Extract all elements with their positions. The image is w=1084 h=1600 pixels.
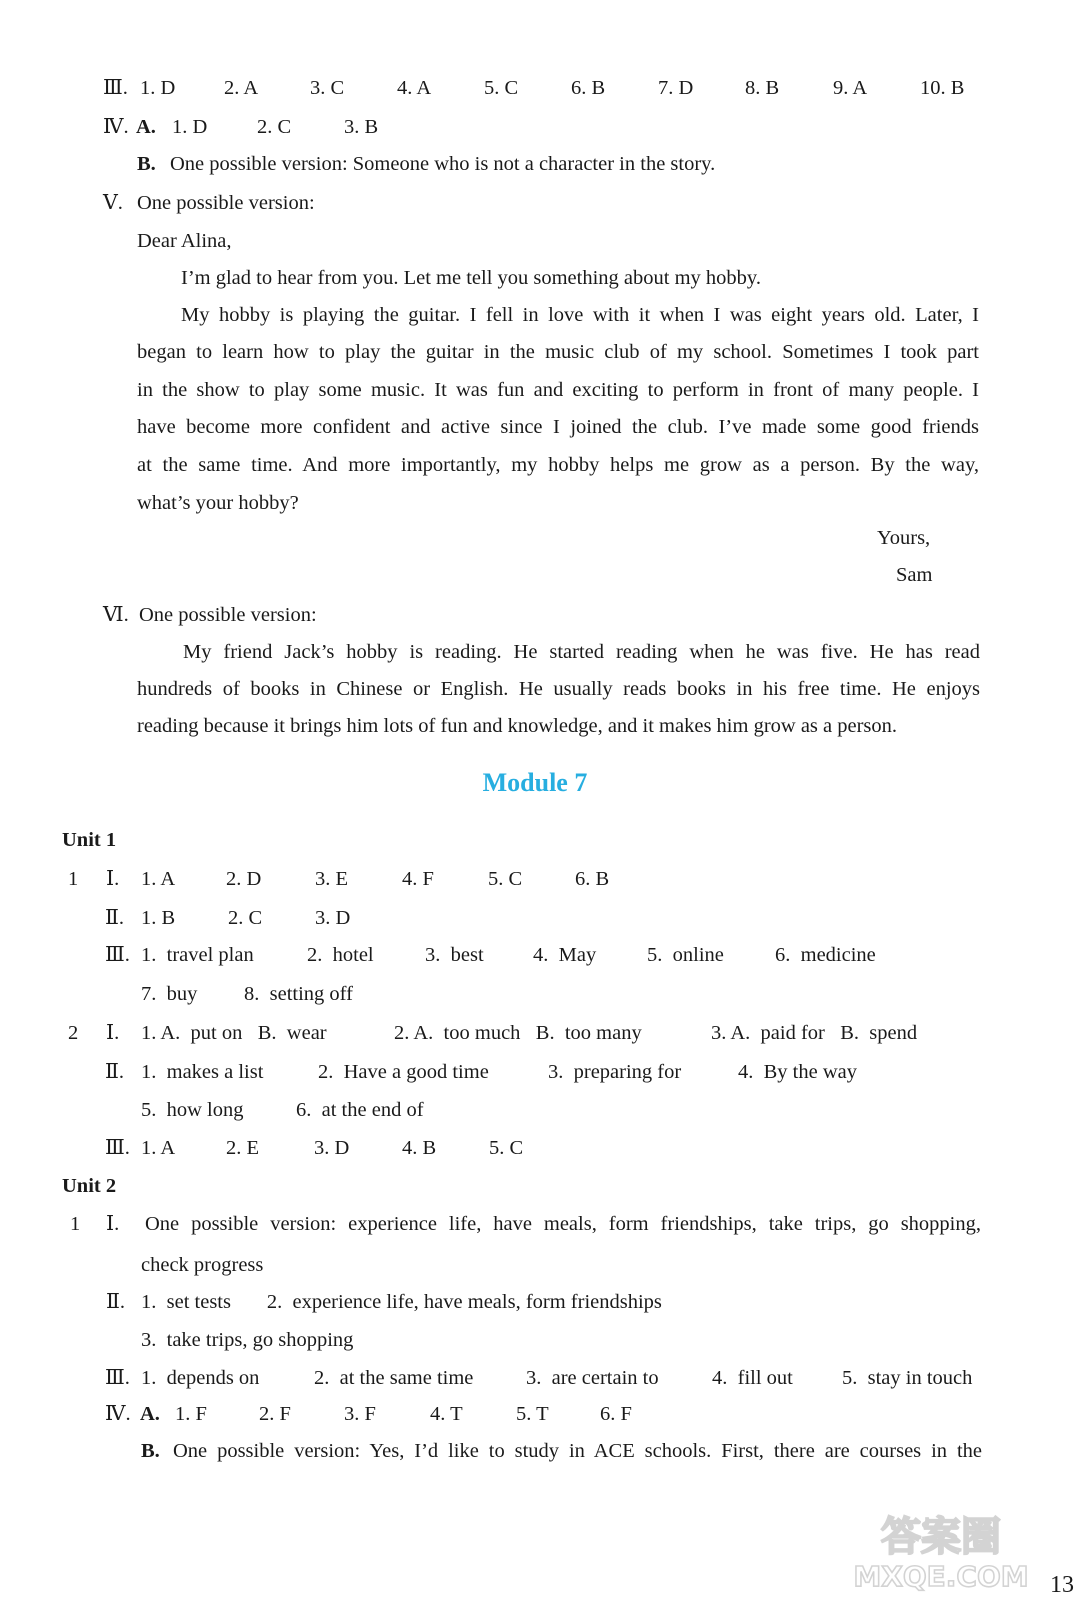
answer: 6. at the end of [296,1099,424,1121]
answer-text: check progress [141,1254,264,1276]
answer: 2. C [228,907,263,929]
part-number: 1 [70,1213,81,1235]
answer: 3. B [344,116,379,138]
answer: 8. setting off [244,983,353,1005]
part-label: B. [137,153,156,175]
answer: 5. T [516,1403,549,1425]
paragraph-line: My friend Jack’s hobby is reading. He started reading when he was five. He has read [183,641,980,663]
section-numeral: Ⅳ. [103,116,129,138]
unit-title: Unit 2 [62,1175,117,1197]
section-numeral: Ⅵ. [103,604,129,626]
section-numeral: Ⅱ. [105,907,125,929]
section-numeral: Ⅰ. [106,1213,120,1235]
answer: 2. C [257,116,292,138]
svg-text:答案圈: 答案圈 [881,1514,1001,1560]
answer: 4. F [402,868,434,890]
answer-text: 3. take trips, go shopping [141,1329,354,1351]
answer: 3. F [344,1403,376,1425]
section-numeral: Ⅳ. [105,1403,131,1425]
part-label: B. [141,1440,160,1462]
answer: 2. hotel [307,944,374,966]
answer: 6. F [600,1403,632,1425]
answer: 1. makes a list [141,1061,264,1083]
answer-text: One possible version: Someone who is not a character in the story. [170,153,716,175]
answer: 5. how long [141,1099,244,1121]
answer: 2. F [259,1403,291,1425]
answer: 3. preparing for [548,1061,682,1083]
answer: 3. E [315,868,349,890]
answer: 4. A [397,77,432,99]
answer: 1. F [175,1403,207,1425]
answer: 1. B [141,907,176,929]
letter-signature: Sam [896,564,933,586]
page-number: 13 [1050,1572,1074,1598]
answer: 5. C [484,77,519,99]
module-title: Module 7 [482,768,588,797]
letter-greeting: Dear Alina, [137,230,232,252]
answer: 9. A [833,77,868,99]
letter-line: in the show to play some music. It was fun and exciting to perform in front of many people. I [137,379,979,401]
paragraph-line: reading because it brings him lots of fun and knowledge, and it makes him grow as a person. [137,715,898,737]
answer: 1. travel plan [141,944,254,966]
part-label: A. [140,1403,160,1425]
letter-closing: Yours, [877,527,931,549]
answer: 4. B [402,1137,437,1159]
answer: 4. May [533,944,597,966]
answer: 10. B [920,77,965,99]
answer: 6. B [575,868,610,890]
answer: 6. B [571,77,606,99]
answer-text: One possible version: Yes, I’d like to study in ACE schools. First, there are courses in the [173,1440,982,1462]
section-numeral: Ⅲ. [105,1367,130,1389]
letter-line: have become more confident and active since I joined the club. I’ve made some good friends [137,416,979,438]
watermark-logo [816,1512,1066,1592]
answer: 1. D [172,116,208,138]
answer: 1. A. put on B. wear [141,1022,327,1044]
section-numeral: Ⅲ. [103,77,128,99]
answer: 7. buy [141,983,198,1005]
letter-line: I’m glad to hear from you. Let me tell you something about my hobby. [181,267,761,289]
answer: 3. D [314,1137,350,1159]
answer: 2. A [224,77,259,99]
section-numeral: Ⅲ. [105,1137,130,1159]
answer: 5. online [647,944,724,966]
answer: 5. C [489,1137,524,1159]
answer: 7. D [658,77,694,99]
answer: 5. stay in touch [842,1367,973,1389]
answer: 6. medicine [775,944,876,966]
answer: 4. By the way [738,1061,857,1083]
answer: 1. A [141,1137,176,1159]
section-intro: One possible version: [139,604,317,626]
section-numeral: Ⅴ. [103,192,123,214]
answer: 2. at the same time [314,1367,474,1389]
part-number: 1 [68,868,79,890]
answer: 3. D [315,907,351,929]
section-intro: One possible version: [137,192,315,214]
letter-line: at the same time. And more importantly, my hobby helps me grow as a person. By the way, [137,454,979,476]
paragraph-line: hundreds of books in Chinese or English. He usually reads books in his free time. He enjoys [137,678,980,700]
answer: 1. A [141,868,176,890]
answer: 2. Have a good time [318,1061,489,1083]
section-numeral: Ⅲ. [105,944,130,966]
answer: 8. B [745,77,780,99]
answer: 2. A. too much B. too many [394,1022,642,1044]
answer: 1. D [140,77,176,99]
part-label: A. [136,116,156,138]
answer-text: One possible version: experience life, have meals, form friendships, take trips, go shopping, [145,1213,981,1235]
answer: 2. E [226,1137,260,1159]
answer-text: 1. set tests 2. experience life, have meals, form friendships [141,1291,662,1313]
section-numeral: Ⅰ. [106,868,120,890]
letter-line: what’s your hobby? [137,492,299,514]
answer: 1. depends on [141,1367,260,1389]
answer: 3. A. paid for B. spend [711,1022,918,1044]
letter-line: My hobby is playing the guitar. I fell in love with it when I was eight years old. Later, I [181,304,979,326]
section-numeral: Ⅰ. [106,1022,120,1044]
answer: 3. best [425,944,484,966]
answer: 3. are certain to [526,1367,659,1389]
answer: 5. C [488,868,523,890]
watermark-text: MXQE.COM [853,1560,1029,1592]
answer: 4. fill out [712,1367,793,1389]
answer: 4. T [430,1403,463,1425]
section-numeral: Ⅱ. [105,1061,125,1083]
letter-line: began to learn how to play the guitar in the music club of my school. Sometimes I took part [137,341,979,363]
section-numeral: Ⅱ. [106,1291,126,1313]
unit-title: Unit 1 [62,829,117,851]
part-number: 2 [68,1022,79,1044]
answer: 2. D [226,868,262,890]
answer: 3. C [310,77,345,99]
